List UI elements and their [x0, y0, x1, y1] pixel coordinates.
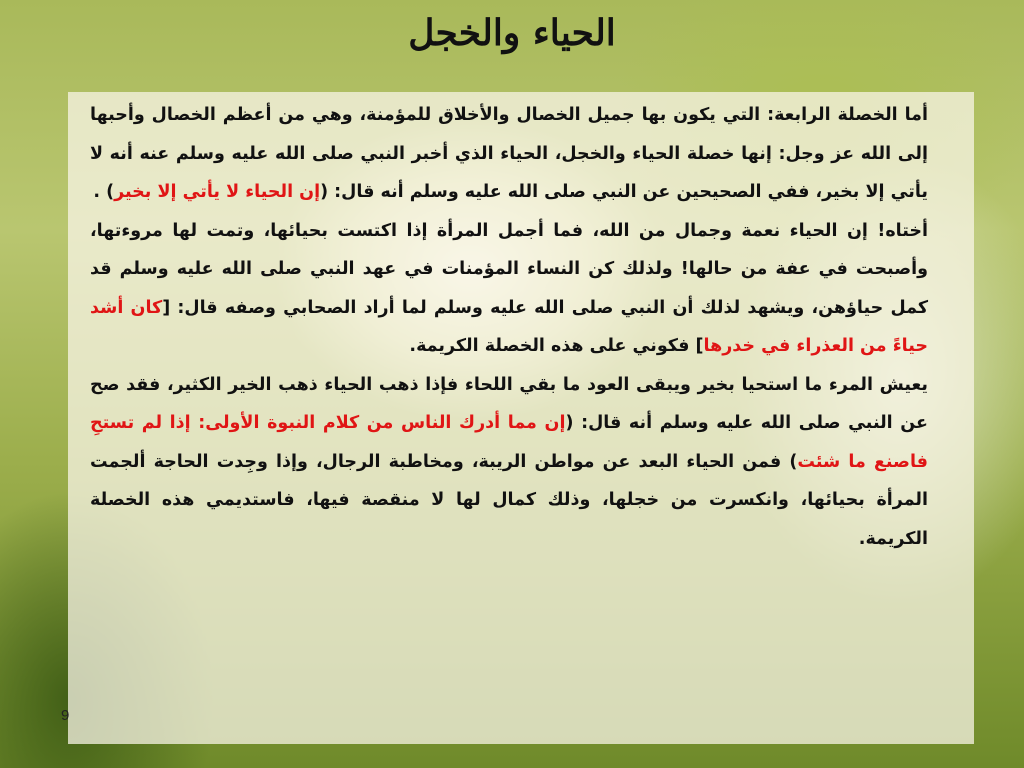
paragraph-2-text: أختاه! إن الحياء نعمة وجمال من الله، فما أجمل المرأة إذا اكتست بحيائها، وتمت لها مروءتها، وأصبحت في عفة من حالها! ولذلك كن النساء المؤمنات في عهد النبي صلى الله عليه وسلم قد كمل حياؤهن، ويشهد لذلك أن النبي صلى الله عليه وسلم لما أراد الصحابي وصفه قال: [ — [90, 220, 928, 318]
paragraph-1-end: ) . — [93, 182, 115, 202]
hadith-quote-3: إن مما أدرك الناس من كلام النبوة الأولى: إذا لم تستحِ فاصنع ما شئت — [90, 413, 928, 472]
slide-title: الحياء والخجل — [408, 12, 616, 54]
hadith-quote-2: كان أشد حياءً من العذراء في خدرها — [90, 297, 928, 356]
paragraph-3-text: يعيش المرء ما استحيا بخير ويبقى العود ما بقي اللحاء فإذا ذهب الحياء ذهب الخير الكثير، فقد صح عن النبي صلى الله عليه وسلم أنه قال: ( — [90, 374, 928, 433]
text-body — [90, 96, 928, 558]
paragraph-2-end: ] فكوني على هذه الخصلة الكريمة. — [409, 336, 704, 356]
page-number: 9 — [61, 707, 70, 724]
paragraph-1-text: أما الخصلة الرابعة: التي يكون بها جميل الخصال والأخلاق للمؤمنة، وهي من أعظم الخصال وأحبها إلى الله عز وجل: إنها خصلة الحياء والخجل، الحياء الذي أخبر النبي صلى الله عليه وسلم عنه أنه لا يأتي إلا بخير، ففي الصحيحين عن النبي صلى الله عليه وسلم أنه قال: ( — [90, 105, 928, 202]
paragraph-1 — [90, 96, 928, 212]
paragraph-2 — [90, 212, 928, 366]
paragraph-3-end: ) فمن الحياء البعد عن مواطن الريبة، ومخاطبة الرجال، وإذا وجِدت الحاجة ألجمت المرأة بحيائها، وانكسرت من خجلها، وذلك كمال لها لا منقصة فيها، فاستديمي هذه الخصلة الكريمة. — [90, 451, 928, 549]
paragraph-3 — [90, 366, 928, 559]
hadith-quote-1: إن الحياء لا يأتي إلا بخير — [114, 182, 321, 202]
